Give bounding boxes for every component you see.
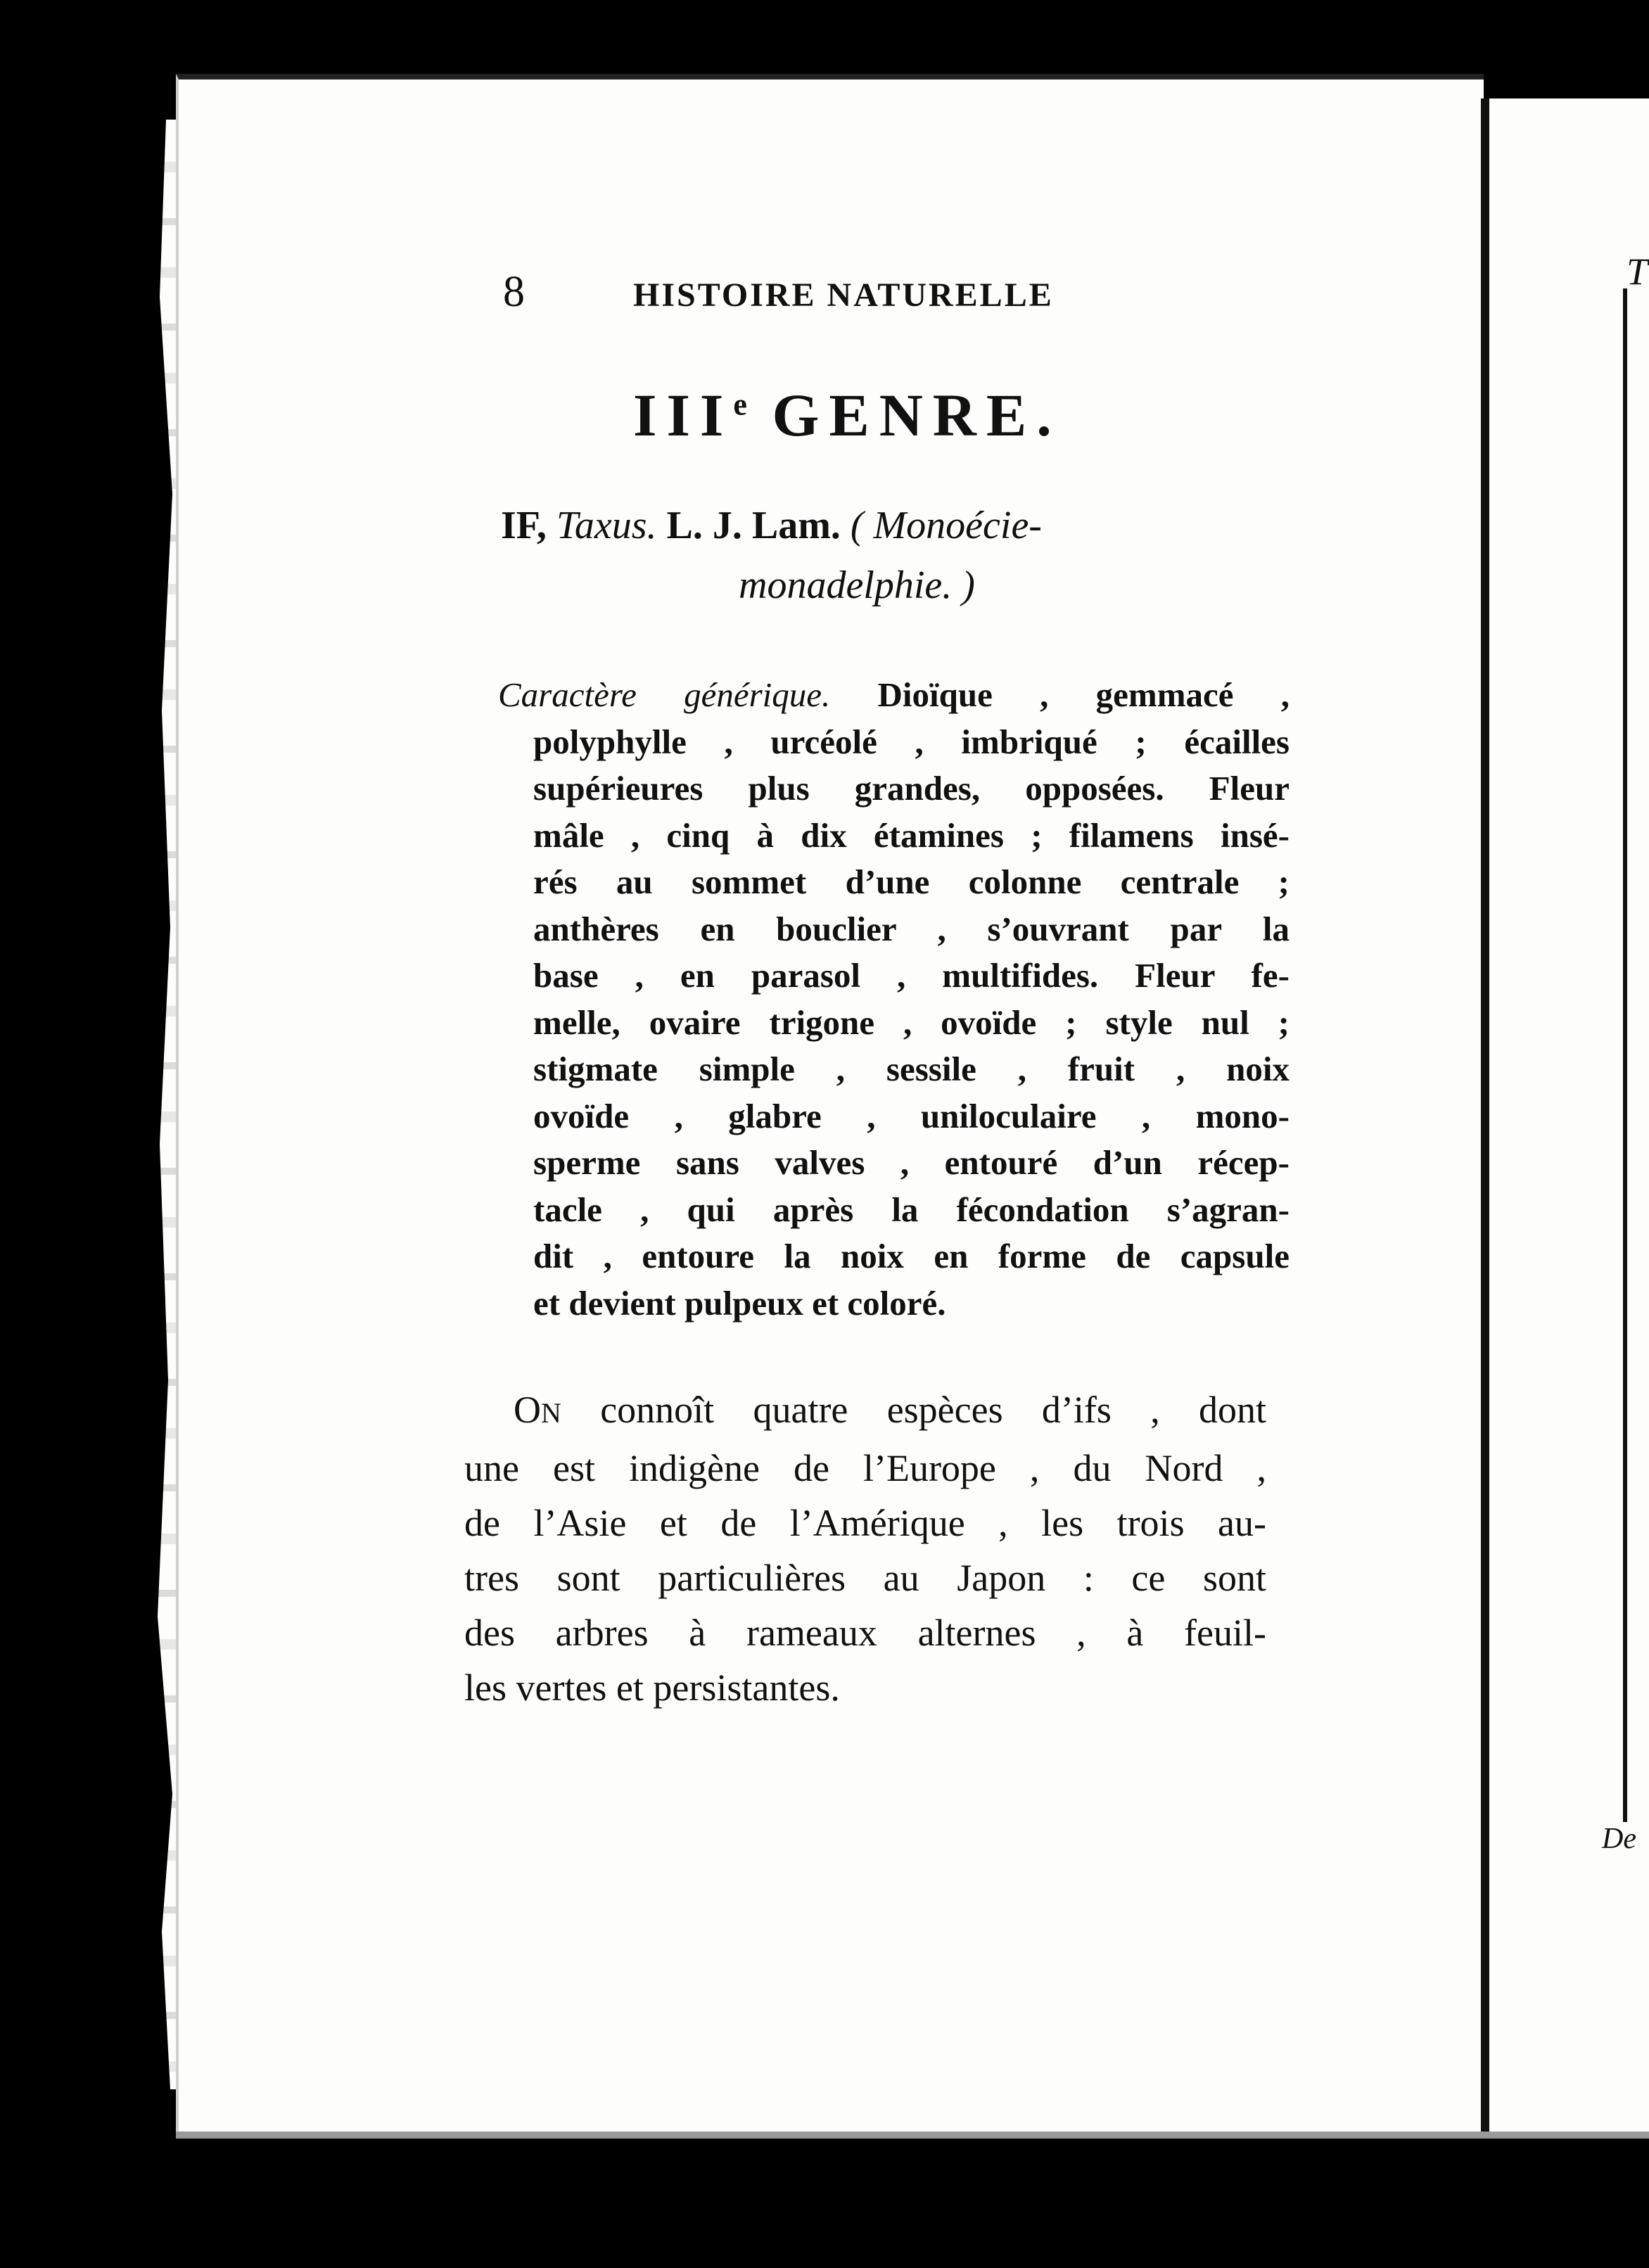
small-cap-letters: N	[541, 1397, 561, 1429]
genus-latin-name: Taxus.	[556, 504, 657, 547]
character-line: anthères en bouclier , s’ouvrant par la	[533, 909, 1290, 948]
genus-french-name: IF,	[501, 504, 547, 547]
genre-word: GENRE.	[772, 381, 1062, 449]
page-bottom-edge	[176, 2132, 1649, 2139]
body-line: de l’Asie et de l’Amérique , les trois au-	[464, 1502, 1266, 1544]
generic-character-paragraph	[498, 672, 1290, 1327]
body-line: des arbres à rameaux alternes , à feuil-	[464, 1612, 1266, 1654]
character-line: dit , entoure la noix en forme de capsule	[533, 1237, 1290, 1275]
page-number: 8	[503, 268, 525, 316]
character-line: sperme sans valves , entouré d’un récep-	[533, 1143, 1290, 1182]
adjacent-page-frame-line	[1623, 288, 1627, 1822]
adjacent-page	[1481, 98, 1649, 2132]
character-label: Caractère générique.	[498, 675, 831, 714]
genus-authors: L. J. Lam.	[666, 504, 841, 547]
genus-title	[501, 503, 1296, 548]
character-line: ovoïde , glabre , uniloculaire , mono-	[533, 1096, 1290, 1135]
drop-initial: O	[514, 1389, 541, 1431]
character-line: melle, ovaire trigone , ovoïde ; style nul ;	[533, 1002, 1290, 1042]
character-line: mâle , cinq à dix étamines ; filamens insé-	[533, 815, 1290, 855]
genre-numeral: III	[633, 381, 734, 449]
character-line: stigmate simple , sessile , fruit , noix	[533, 1050, 1290, 1088]
character-line: rés au sommet d’une colonne centrale ;	[533, 862, 1290, 901]
running-title: HISTOIRE NATURELLE	[633, 276, 1054, 314]
character-line: tacle , qui après la fécondation s’agran-	[533, 1190, 1290, 1229]
character-line: Caractère générique. Dioïque , gemmacé ,	[498, 675, 1290, 714]
genre-heading	[633, 380, 1062, 450]
character-line: supérieures plus grandes, opposées. Fleur	[533, 769, 1290, 808]
body-line: ON connoît quatre espèces d’ifs , dont	[514, 1389, 1266, 1431]
body-paragraph	[464, 1382, 1266, 1715]
adjacent-page-top-fragment: T	[1626, 250, 1648, 293]
genre-superscript: e	[733, 387, 747, 422]
character-line: base , en parasol , multifides. Fleur fe-	[533, 956, 1290, 995]
body-line: les vertes et persistantes.	[464, 1667, 840, 1709]
character-line: polyphylle , urcéolé , imbriqué ; écailles	[533, 722, 1290, 761]
page-header	[503, 267, 1206, 324]
adjacent-page-bottom-fragment: De	[1602, 1823, 1636, 1855]
genus-classification-open: ( Monoécie-	[850, 504, 1042, 547]
body-line: tres sont particulières au Japon : ce sont	[464, 1557, 1266, 1599]
genus-classification-close: monadelphie. )	[739, 563, 975, 607]
body-line: une est indigène de l’Europe , du Nord ,	[464, 1447, 1266, 1489]
character-line: et devient pulpeux et coloré.	[533, 1283, 946, 1323]
genus-classification-line	[739, 563, 975, 608]
